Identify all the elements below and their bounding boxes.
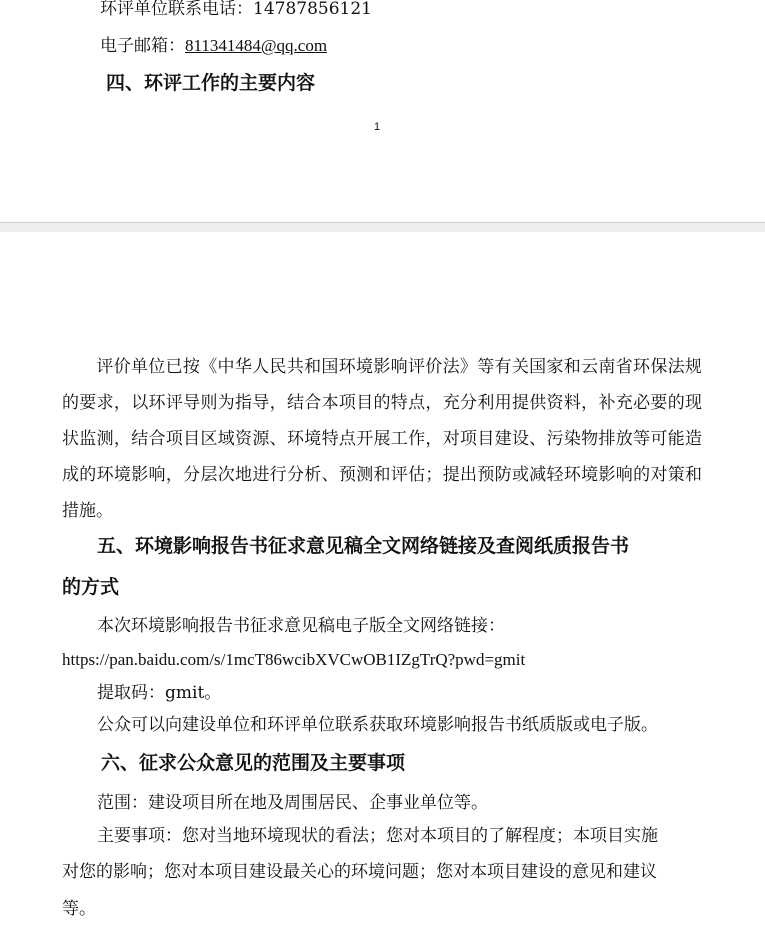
network-link[interactable]: https://pan.baidu.com/s/1mcT86wcibXVCwOB1IZgTrQ?pwd=gmit: [62, 650, 526, 669]
main-items-line-2: 对您的影响；您对本项目建设最关心的环境问题；您对本项目建设的意见和建议: [62, 862, 657, 882]
section-4-paragraph: 评价单位已按《中华人民共和国环境影响评价法》等有关国家和云南省环保法规的要求，以环评导则为指导，结合本项目的特点，充分利用提供资料，补充必要的现状监测，结合项目区域资源、环境特点开展工作，对项目建设、污染物排放等可能造成的环境影响，分层次地进行分析、预测和评估；提出预防或减轻环境影响的对策和措施。: [62, 357, 702, 521]
contact-phone: 环评单位联系电话：14787856121: [100, 0, 372, 19]
main-items-line-3: 等。: [62, 899, 96, 919]
extract-code: 提取码：gmit。: [97, 683, 222, 703]
main-items-line-1: 主要事项：您对当地环境现状的看法；您对本项目的了解程度；本项目实施: [97, 826, 658, 846]
section-4-heading: 四、环评工作的主要内容: [106, 72, 316, 94]
link-intro: 本次环境影响报告书征求意见稿电子版全文网络链接：: [97, 616, 505, 636]
public-access-text: 公众可以向建设单位和环评单位联系获取环境影响报告书纸质版或电子版。: [97, 715, 658, 735]
document-page-1: [0, 0, 765, 222]
section-6-heading: 六、征求公众意见的范围及主要事项: [101, 752, 406, 774]
section-5-heading-line-1: 五、环境影响报告书征求意见稿全文网络链接及查阅纸质报告书: [97, 535, 630, 557]
page-number: 1: [374, 121, 381, 133]
scope-text: 范围：建设项目所在地及周围居民、企事业单位等。: [97, 793, 488, 813]
section-5-heading-line-2: 的方式: [62, 576, 120, 598]
email-line: [100, 35, 327, 57]
email-link[interactable]: 811341484@qq.com: [185, 36, 328, 55]
email-label: 电子邮箱：: [100, 36, 185, 56]
